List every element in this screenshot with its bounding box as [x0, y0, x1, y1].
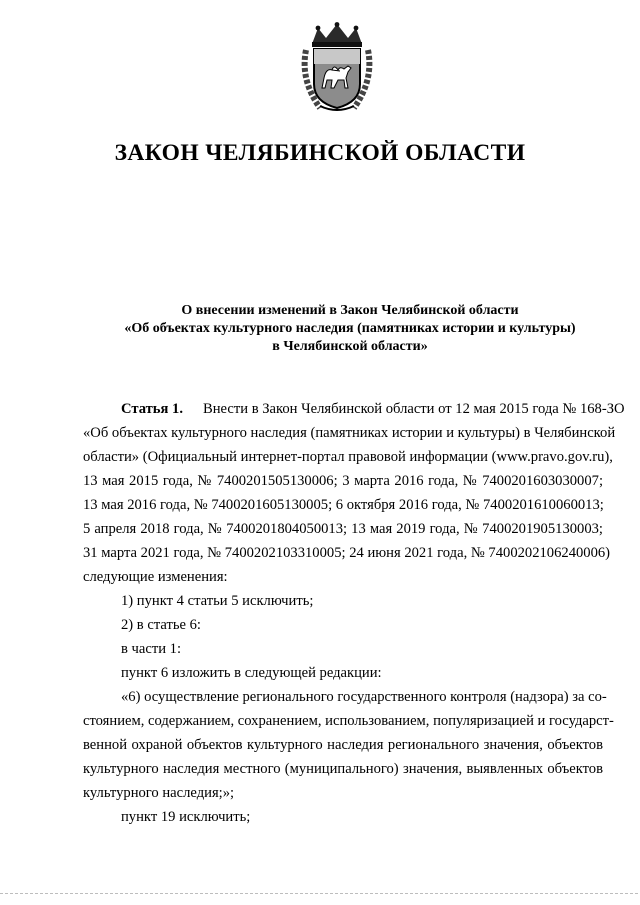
subtitle-line: О внесении изменений в Закон Челябинской области [181, 303, 519, 318]
paragraph-line: 31 марта 2021 года, № 7400202103310005; 24 июня 2021 года, № 7400202106240006) [83, 545, 611, 561]
coat-of-arms-emblem [298, 22, 376, 114]
page-bottom-divider [0, 893, 640, 894]
quote-line: стоянием, содержанием, сохранением, использованием, популяризацией и государст- [83, 713, 614, 729]
article-label: Статья 1. [121, 401, 183, 417]
paragraph-line: области» (Официальный интернет-портал правовой информации (www.pravo.gov.ru), [83, 449, 613, 465]
quote-first-line: «6) осуществление регионального государственного контроля (надзора) за со- [121, 689, 607, 705]
subtitle-line: в Челябинской области» [272, 339, 428, 354]
subtitle-line: «Об объектах культурного наследия (памятниках истории и культуры) [124, 321, 576, 336]
quote-line: культурного наследия местного (муниципального) значения, выявленных объектов [83, 761, 603, 777]
paragraph-line: «Об объектах культурного наследия (памятниках истории и культуры) в Челябинской [83, 425, 616, 441]
paragraph-line: 13 мая 2016 года, № 7400201605130005; 6 октября 2016 года, № 7400201610060013; [83, 497, 604, 513]
quote-line: венной охраной объектов культурного наследия регионального значения, объектов [83, 737, 603, 753]
law-subtitle [60, 302, 640, 356]
law-title: ЗАКОН ЧЕЛЯБИНСКОЙ ОБЛАСТИ [114, 140, 526, 166]
article-first-line [121, 400, 625, 418]
list-item: 2) в статье 6: [121, 617, 201, 633]
changes-intro: следующие изменения: [83, 569, 228, 585]
list-item: в части 1: [121, 641, 182, 657]
list-item: пункт 6 изложить в следующей редакции: [121, 665, 382, 681]
paragraph-line: 5 апреля 2018 года, № 7400201804050013; 13 мая 2019 года, № 7400201905130003; [83, 521, 603, 537]
quote-last-line: культурного наследия;»; [83, 785, 235, 801]
paragraph-line: 13 мая 2015 года, № 7400201505130006; 3 марта 2016 года, № 7400201603030007; [83, 473, 603, 489]
list-item: 1) пункт 4 статьи 5 исключить; [121, 593, 314, 609]
last-item: пункт 19 исключить; [121, 809, 251, 825]
article-text: Внести в Закон Челябинской области от 12 мая 2015 года № 168-ЗО [203, 401, 625, 417]
